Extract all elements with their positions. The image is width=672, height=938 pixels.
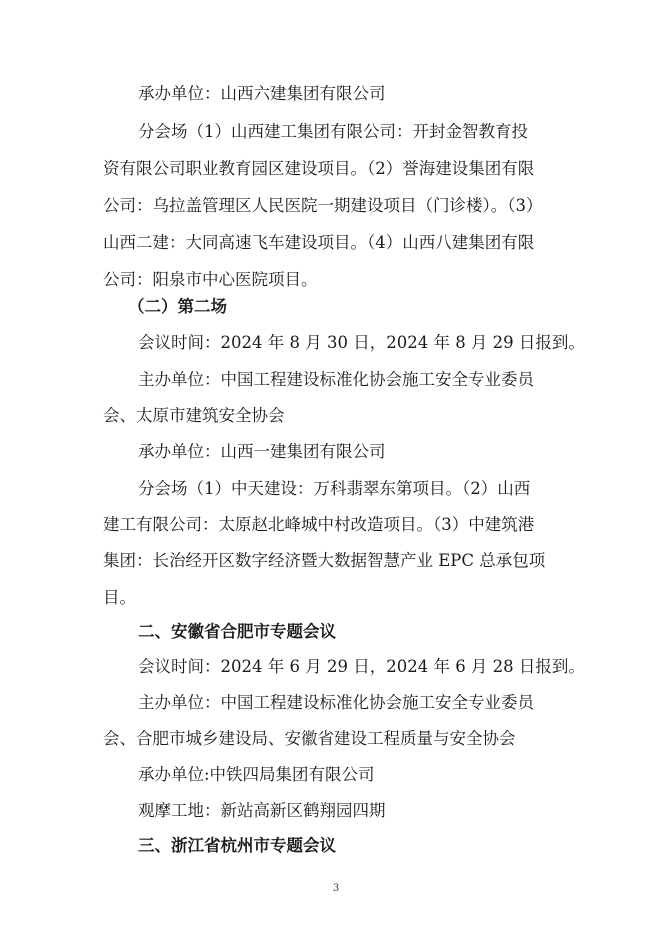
host-unit-line: 承办单位：山西一建集团有限公司 (138, 442, 386, 461)
branch-venue-line: 建工有限公司：太原赵北峰城中村改造项目。（3）中建筑港 (103, 515, 535, 534)
meeting-time-line: 会议时间：2024 年 8 月 30 日，2024 年 8 月 29 日报到。 (138, 333, 585, 352)
page-number: 3 (332, 883, 340, 894)
meeting-time-line: 会议时间：2024 年 6 月 29 日，2024 年 6 月 28 日报到。 (138, 657, 585, 676)
host-unit-line: 承办单位：山西六建集团有限公司 (138, 84, 386, 103)
section-heading-zhejiang: 三、浙江省杭州市专题会议 (138, 836, 336, 855)
host-unit-line: 承办单位:中铁四局集团有限公司 (138, 765, 375, 784)
branch-venue-line: 集团：长治经开区数字经济暨大数据智慧产业 EPC 总承包项 (103, 551, 546, 570)
organizer-line: 会、太原市建筑安全协会 (103, 406, 285, 425)
branch-venue-line: 目。 (103, 588, 136, 607)
branch-venue-line: 山西二建：大同高速飞车建设项目。（4）山西八建集团有限 (103, 233, 535, 252)
branch-venue-line: 公司：阳泉市中心医院项目。 (103, 270, 318, 289)
branch-venue-line: 分会场（1）山西建工集团有限公司：开封金智教育投 (138, 122, 528, 141)
section-heading-second-session: （二）第二场 (128, 297, 227, 316)
observation-site-line: 观摩工地：新站高新区鹤翔园四期 (138, 801, 386, 820)
branch-venue-line: 公司：乌拉盖管理区人民医院一期建设项目（门诊楼）。（3） (103, 196, 543, 215)
organizer-line: 主办单位：中国工程建设标准化协会施工安全专业委员 (138, 693, 534, 712)
section-heading-anhui: 二、安徽省合肥市专题会议 (138, 622, 336, 641)
branch-venue-line: 分会场（1）中天建设：万科翡翠东第项目。（2）山西 (138, 479, 531, 498)
organizer-line: 会、合肥市城乡建设局、安徽省建设工程质量与安全协会 (103, 729, 516, 748)
branch-venue-line: 资有限公司职业教育园区建设项目。（2）誉海建设集团有限 (103, 159, 535, 178)
organizer-line: 主办单位：中国工程建设标准化协会施工安全专业委员 (138, 370, 534, 389)
